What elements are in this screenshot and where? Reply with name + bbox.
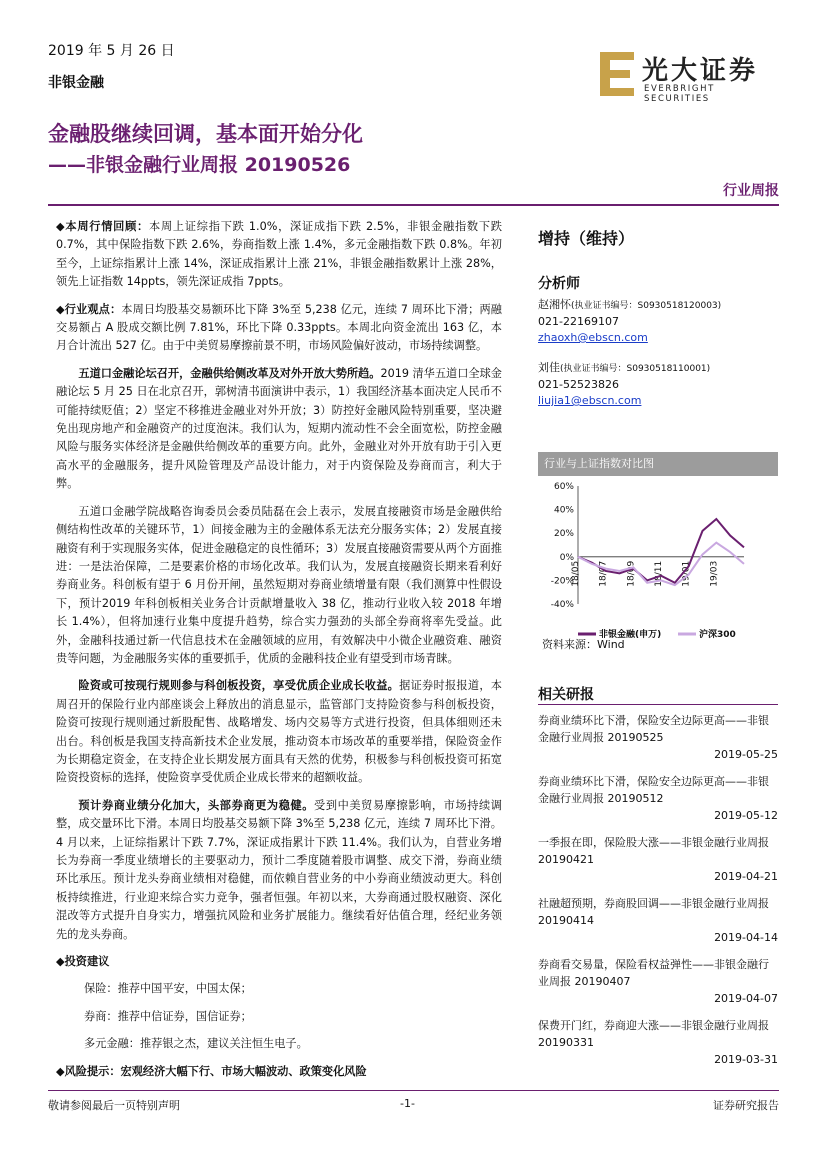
para-text: 据证券时报报道，本周召开的保险行业内部座谈会上释放出的消息显示，监管部门支持险资参与科创板投资，险资可按现行规则通过新股配售、战略增发、场内交易等方式进行投资，但具体细则还未出台。科创板是我国支持高新技术企业发展，推动资本市场改革的重要举措，保险资金作为长期稳定资金，在支持企业长期发展方面具有天然的优势，积极参与科创板投资可拓宽险资投资标的选择，使险资享受优质企业成长带来的超额收益。	[56, 679, 502, 785]
paragraph-market-review	[56, 218, 502, 292]
y-tick-label: -40%	[550, 600, 574, 610]
y-tick-label: 60%	[553, 482, 574, 492]
related-title[interactable]: 社融超预期，券商股回调——非银金融行业周报 20190414	[538, 897, 769, 927]
paragraph-forum	[56, 365, 502, 494]
x-tick-label: 18/11	[654, 560, 664, 587]
para-label: 行业观点：	[64, 302, 122, 316]
y-tick-label: 40%	[553, 505, 574, 516]
company-logo	[598, 50, 778, 102]
logo-chinese: 光大证券	[642, 56, 759, 86]
list-item[interactable]	[538, 895, 778, 946]
y-tick-label: 0%	[559, 552, 574, 563]
analyst-email-link[interactable]: zhaoxh@ebscn.com	[538, 331, 648, 344]
x-tick-label: 19/03	[709, 560, 720, 587]
analyst-cert: (执业证书编号：S0930518110001)	[560, 364, 711, 374]
risk-warning	[56, 1063, 502, 1081]
para-label: 本周行情回顾：	[65, 220, 150, 233]
main-body	[56, 218, 502, 1090]
advice-insurance: 保险：推荐中国平安，中国太保；	[84, 982, 252, 996]
related-date: 2019-04-07	[714, 992, 778, 1005]
x-tick-label: 18/07	[598, 560, 609, 587]
chart-svg	[538, 478, 778, 654]
diamond-bullet-icon: ◆	[56, 302, 65, 316]
list-item[interactable]	[538, 834, 778, 885]
para-text: 2019 清华五道口全球金融论坛 5 月 25 日在北京召开，郭树清书面演讲中表示，1）我国经济基本面决定人民币不可能持续贬值；2）坚定不移推进金融业对外开放；3）防控好金融风险特别重要，坚决避免出现房地产和金融资产的过度泡沫。我们认为，短期内流动性不会全面宽松，防控金融风险与服务实体经济是金融供给侧改革的重要方向。此外，金融业对外开放有助于引入更高水平的金融服务，提升风险管理及产品设计能力，对于内资保险及券商而言，利大于弊。	[56, 366, 502, 491]
y-tick-label: 20%	[553, 529, 574, 540]
related-title[interactable]: 一季报在即，保险股大涨——非银金融行业周报 20190421	[538, 836, 769, 866]
related-title[interactable]: 券商看交易量，保险看权益弹性——非银金融行业周报 20190407	[538, 958, 769, 988]
legend-entry: 非银金融(申万)	[599, 630, 662, 640]
analyst-name: 刘佳	[538, 361, 560, 374]
advice-diversified: 多元金融：推荐银之杰，建议关注恒生电子。	[84, 1037, 308, 1051]
diamond-bullet-icon: ◆	[56, 1064, 65, 1078]
para-text: 受到中美贸易摩擦影响，市场持续调整，成交量环比下滑。本周日均股基交易额下降 3%至 5,238 亿元，连续 7 周环比下滑。4 月以来，上证综指累计下跌 7.7%，深证成指累计下跌 11.4%。我们认为，自营业务增长为券商一季度业绩增长的主要驱动力，预计二季度随着股市调整、成交下滑，券商业绩环比承压。预计龙头券商业绩相对稳健，而依赖自营业务的中小券商业绩波动更大。科创板持续推进，行业迎来综合实力竞争，强者恒强。年初以来，大券商通过股权融资、深化混改等方式提升自身实力，增强抗风险和业务扩展能力。继续看好估值合理，经纪业务领先的龙头券商。	[56, 798, 502, 941]
report-type: 行业周报	[723, 183, 779, 199]
analyst-heading: 分析师	[538, 276, 580, 292]
list-item[interactable]	[538, 773, 778, 824]
header-divider	[48, 204, 779, 206]
footer-disclaimer: 敬请参阅最后一页特别声明	[48, 1099, 180, 1112]
paragraph-direct-financing: 五道口金融学院战略咨询委员会委员陆磊在会上表示，发展直接融资市场是金融供给侧结构性改革的关键环节，1）间接金融为主的金融体系无法充分服务实体；2）发展直接融资有利于实现服务实体，促进金融稳定的良性循环；3）发展直接融资需要从两个方面推进：一是法治保障，二是要素价格的市场化改革。我们认为，发展直接融资长期来看利好券商业务。科创板有望于 6 月份开闸，虽然短期对券商业绩增量有限（我们测算中性假设下，预计2019 年科创板相关业务合计贡献增量收入 38 亿，推动行业收入较 2018 年增长 1.4%），但将加速行业集中度提升趋势，综合实力强劲的头部全券商将率先受益。此外，金融科技通过新一代信息技术在金融领域的应用，有效解决中小微企业融资难、融资贵等问题，为金融服务实体的重要抓手，优质的金融科技企业有望受到市场青睐。	[56, 504, 502, 665]
chart-source: 资料来源：Wind	[542, 638, 625, 651]
analyst-phone: 021-52523826	[538, 378, 619, 391]
footer-label: 证券研究报告	[713, 1099, 779, 1112]
chart-title: 行业与上证指数对比图	[538, 452, 778, 476]
related-title[interactable]: 券商业绩环比下滑，保险安全边际更高——非银金融行业周报 20190525	[538, 714, 769, 744]
x-tick-label: 18/09	[626, 560, 637, 587]
x-tick-label: 18/05	[571, 560, 581, 587]
logo-english: EVERBRIGHT SECURITIES	[644, 84, 715, 104]
related-date: 2019-05-25	[714, 748, 778, 761]
page-number: -1-	[400, 1097, 415, 1110]
analyst-cert: (执业证书编号：S0930518120003)	[571, 301, 722, 311]
comparison-chart	[538, 452, 778, 652]
paragraph-insurance-star	[56, 677, 502, 787]
paragraph-industry-view	[56, 301, 502, 356]
list-item[interactable]	[538, 1017, 778, 1068]
list-item[interactable]	[538, 956, 778, 1007]
advice-brokers: 券商：推荐中信证券，国信证券；	[84, 1009, 252, 1023]
report-date: 2019 年 5 月 26 日	[48, 43, 175, 59]
related-title[interactable]: 保费开门红，券商迎大涨——非银金融行业周报 20190331	[538, 1019, 769, 1049]
inv-title-text: 投资建议	[64, 955, 110, 969]
x-tick-label: 19/01	[681, 560, 692, 587]
report-subtitle: ——非银金融行业周报 20190526	[48, 154, 351, 176]
risk-text: 风险提示：宏观经济大幅下行、市场大幅波动、政策变化风险	[64, 1064, 367, 1078]
diamond-bullet-icon: ◆	[56, 220, 66, 233]
related-date: 2019-04-14	[714, 931, 778, 944]
para-text: 本周上证综指下跌 1.0%，深证成指下跌 2.5%，非银金融指数下跌 0.7%，其中保险指数下跌 2.6%，券商指数上涨 1.4%，多元金融指数下跌 0.8%。年初至今，上证综指累计上涨 14%，深证成指累计上涨 21%，非银金融指数累计上涨 28%，领先上证指数 14ppts，领先深证成指 7ppts。	[56, 220, 502, 289]
para-text: 本周日均股基交易额环比下降 3%至 5,238 亿元，连续 7 周环比下滑；两融交易额占 A 股成交额比例 7.81%，环比下降 0.33ppts。本周北向资金流出 163 亿，本月合计流出 527 亿。由于中美贸易摩擦前景不明，市场风险偏好波动，市场持续调整。	[56, 302, 502, 353]
related-title[interactable]: 券商业绩环比下滑，保险安全边际更高——非银金融行业周报 20190512	[538, 775, 769, 805]
related-date: 2019-03-31	[714, 1053, 778, 1066]
analyst-email-link[interactable]: liujia1@ebscn.com	[538, 394, 642, 407]
related-divider	[538, 704, 778, 705]
investment-advice-title	[56, 953, 502, 971]
para-label: 预计券商业绩分化加大，头部券商更为稳健。	[78, 798, 315, 812]
para-label: 险资或可按现行规则参与科创板投资，享受优质企业成长收益。	[78, 679, 400, 693]
related-research-heading: 相关研报	[538, 687, 594, 703]
rating: 增持（维持）	[538, 229, 635, 248]
related-research-list	[538, 712, 778, 1078]
analyst-1	[538, 297, 778, 346]
list-item[interactable]	[538, 712, 778, 763]
analyst-phone: 021-22169107	[538, 315, 619, 328]
analyst-name: 赵湘怀	[538, 298, 571, 311]
y-tick-label: -20%	[550, 576, 574, 587]
diamond-bullet-icon: ◆	[56, 955, 65, 969]
footer-divider	[48, 1090, 779, 1091]
report-title: 金融股继续回调，基本面开始分化	[48, 122, 363, 146]
sector-label: 非银金融	[48, 75, 104, 91]
related-date: 2019-05-12	[714, 809, 778, 822]
sidebar	[538, 218, 778, 409]
legend-entry: 沪深300	[699, 630, 736, 640]
para-label: 五道口金融论坛召开，金融供给侧改革及对外开放大势所趋。	[78, 366, 381, 380]
analyst-2	[538, 360, 778, 409]
logo-mark-icon	[598, 50, 638, 98]
related-date: 2019-04-21	[714, 870, 778, 883]
paragraph-broker-divergence	[56, 797, 502, 944]
